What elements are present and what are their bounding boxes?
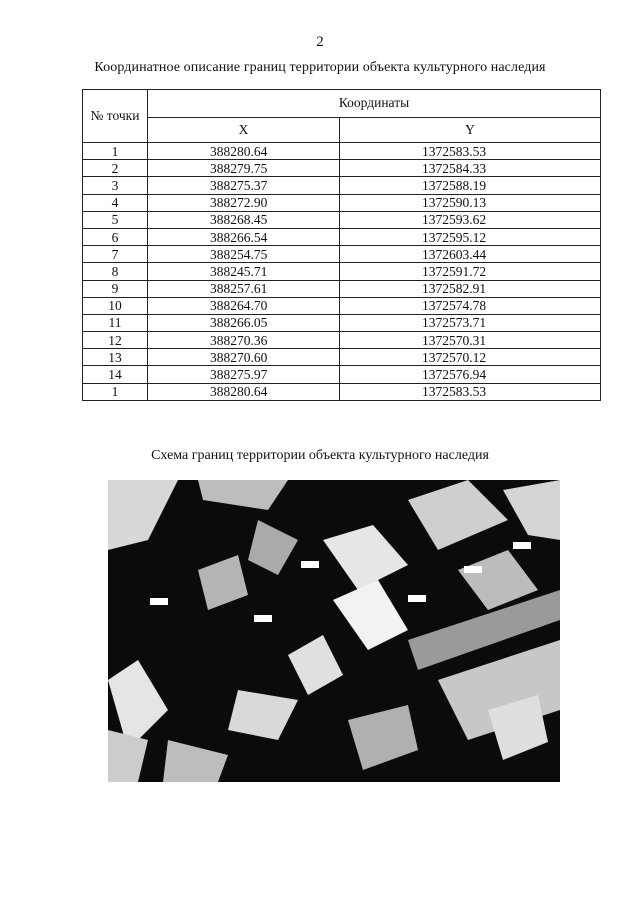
x-coordinate-cell: 388275.97: [148, 366, 340, 383]
table-row: [83, 143, 601, 160]
table-row: [83, 194, 601, 211]
x-coordinate-cell: 388264.70: [148, 297, 340, 314]
table-row: [83, 246, 601, 263]
aerial-map-drawing: [108, 480, 560, 782]
point-number-cell: 9: [83, 280, 148, 297]
y-coordinate-cell: 1372603.44: [340, 246, 601, 263]
table-row: [83, 263, 601, 280]
coordinates-table-body: [83, 143, 601, 401]
point-number-cell: 8: [83, 263, 148, 280]
y-coordinate-cell: 1372570.12: [340, 349, 601, 366]
header-point-number: № точки: [83, 90, 148, 143]
y-coordinate-cell: 1372583.53: [340, 143, 601, 160]
scheme-title: Схема границ территории объекта культурного наследия: [151, 448, 489, 463]
y-coordinate-cell: 1372576.94: [340, 366, 601, 383]
point-number-cell: 10: [83, 297, 148, 314]
point-number-cell: 3: [83, 177, 148, 194]
x-coordinate-cell: 388245.71: [148, 263, 340, 280]
x-coordinate-cell: 388266.54: [148, 228, 340, 245]
table-row: [83, 366, 601, 383]
y-coordinate-cell: 1372570.31: [340, 332, 601, 349]
table-row: [83, 297, 601, 314]
point-number-cell: 1: [83, 143, 148, 160]
y-coordinate-cell: 1372584.33: [340, 160, 601, 177]
coordinates-table: [82, 89, 601, 401]
page-number: 2: [316, 34, 324, 50]
y-coordinate-cell: 1372591.72: [340, 263, 601, 280]
x-coordinate-cell: 388275.37: [148, 177, 340, 194]
table-row: [83, 228, 601, 245]
y-coordinate-cell: 1372583.53: [340, 383, 601, 400]
point-number-cell: 12: [83, 332, 148, 349]
table-row: [83, 211, 601, 228]
aerial-map-image: [108, 480, 560, 782]
point-number-cell: 7: [83, 246, 148, 263]
table-row: [83, 349, 601, 366]
y-coordinate-cell: 1372582.91: [340, 280, 601, 297]
point-number-cell: 1: [83, 383, 148, 400]
y-coordinate-cell: 1372593.62: [340, 211, 601, 228]
x-coordinate-cell: 388272.90: [148, 194, 340, 211]
point-number-cell: 2: [83, 160, 148, 177]
point-number-cell: 5: [83, 211, 148, 228]
table-row: [83, 332, 601, 349]
x-coordinate-cell: 388254.75: [148, 246, 340, 263]
point-number-cell: 11: [83, 314, 148, 331]
point-number-cell: 4: [83, 194, 148, 211]
table-row: [83, 280, 601, 297]
y-coordinate-cell: 1372595.12: [340, 228, 601, 245]
x-coordinate-cell: 388280.64: [148, 143, 340, 160]
table-row: [83, 383, 601, 400]
table-row: [83, 160, 601, 177]
x-coordinate-cell: 388266.05: [148, 314, 340, 331]
x-coordinate-cell: 388279.75: [148, 160, 340, 177]
point-number-cell: 14: [83, 366, 148, 383]
y-coordinate-cell: 1372588.19: [340, 177, 601, 194]
point-number-cell: 13: [83, 349, 148, 366]
y-coordinate-cell: 1372573.71: [340, 314, 601, 331]
x-coordinate-cell: 388268.45: [148, 211, 340, 228]
header-x: X: [148, 117, 340, 142]
header-coordinates: Координаты: [148, 90, 601, 118]
x-coordinate-cell: 388280.64: [148, 383, 340, 400]
point-number-cell: 6: [83, 228, 148, 245]
header-y: Y: [340, 117, 601, 142]
table-row: [83, 177, 601, 194]
document-title: Координатное описание границ территории объекта культурного наследия: [94, 60, 546, 75]
x-coordinate-cell: 388270.60: [148, 349, 340, 366]
table-row: [83, 314, 601, 331]
y-coordinate-cell: 1372590.13: [340, 194, 601, 211]
x-coordinate-cell: 388270.36: [148, 332, 340, 349]
x-coordinate-cell: 388257.61: [148, 280, 340, 297]
y-coordinate-cell: 1372574.78: [340, 297, 601, 314]
